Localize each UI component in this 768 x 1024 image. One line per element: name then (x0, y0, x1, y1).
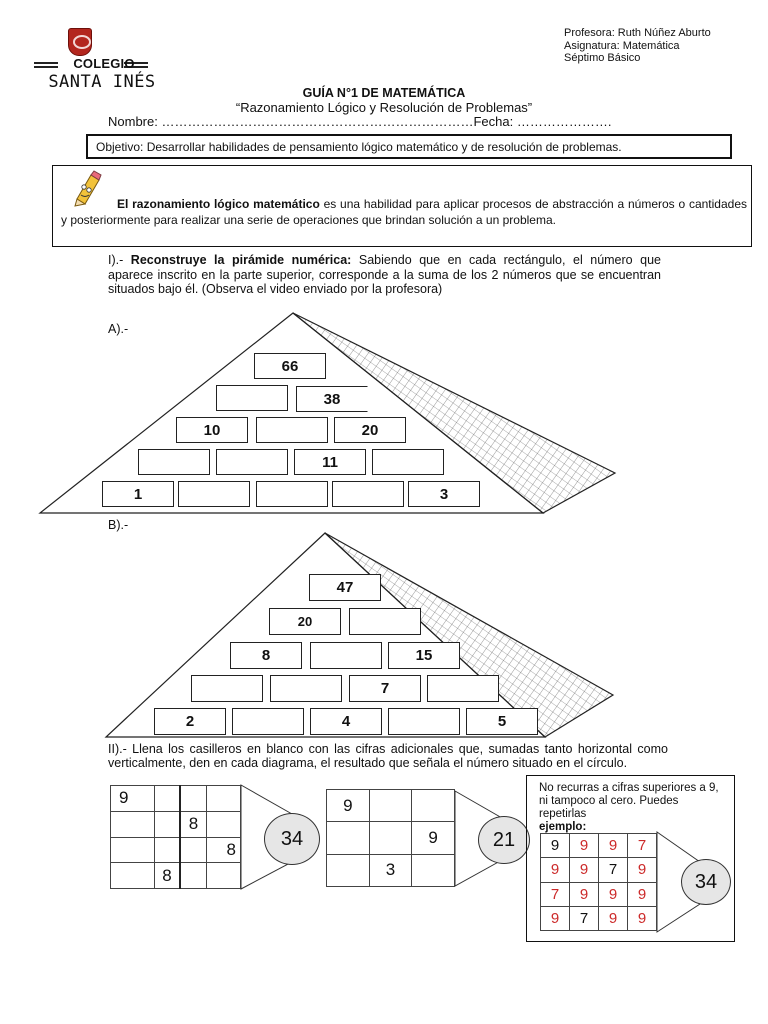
grid-cell[interactable] (412, 790, 455, 822)
example-note (539, 782, 725, 834)
number-grid-1 (110, 785, 241, 889)
example-cell: 9 (541, 906, 570, 930)
pyramid-b-box[interactable]: 5 (466, 708, 538, 735)
teacher-name: Profesora: Ruth Núñez Aburto (564, 27, 711, 39)
example-cell: 7 (541, 882, 570, 906)
grid-cell[interactable] (111, 811, 155, 837)
section1-text: Sabiendo que en cada rectángulo, el número que aparece inscrito en la parte superior, corresponde a la suma de los 2 números que se encuentran situados bajo él. (Observa el video enviado por la profesora) (108, 253, 661, 296)
example-cell: 9 (628, 906, 657, 930)
grid-cell[interactable]: 3 (369, 854, 412, 886)
example-cell: 9 (628, 858, 657, 882)
target-circle-2: 21 (478, 816, 530, 864)
grid-cell[interactable]: 9 (111, 786, 155, 812)
grid-cell[interactable] (206, 811, 240, 837)
intro-rest: es una habilidad para aplicar procesos de abstracción a números o cantidades y posteriormente para realizar una serie de operaciones que brindan solución a un problema. (61, 197, 747, 227)
subject-name: Asignatura: Matemática (564, 39, 680, 52)
grid-cell[interactable] (412, 854, 455, 886)
example-cell: 9 (541, 858, 570, 882)
grid-cell[interactable] (369, 790, 412, 822)
target-circle-example: 34 (681, 859, 731, 905)
pyramid-b-box[interactable]: 8 (230, 642, 302, 669)
pyramid-a-box[interactable]: 38 (296, 386, 368, 412)
grid-cell[interactable] (327, 854, 370, 886)
pyramid-a-box[interactable]: 66 (254, 353, 326, 379)
pyramid-a-box[interactable]: 3 (408, 481, 480, 507)
grid-cell[interactable] (206, 786, 240, 812)
pyramid-a-box[interactable]: 1 (102, 481, 174, 507)
section1-prefix: I).- (108, 253, 131, 267)
example-cell: 7 (570, 906, 599, 930)
grid-cell[interactable] (180, 863, 206, 889)
grid-cell[interactable]: 9 (412, 822, 455, 854)
page-title: GUÍA N°1 DE MATEMÁTICA (302, 86, 466, 100)
example-cell: 9 (570, 834, 599, 858)
example-cell: 9 (570, 882, 599, 906)
pyramid-b-box[interactable]: 2 (154, 708, 226, 735)
target-circle-1: 34 (264, 813, 320, 865)
page-subtitle: “Razonamiento Lógico y Resolución de Problemas” (235, 100, 533, 115)
grade-name: Séptimo Básico (564, 52, 641, 64)
pyramid-b-box[interactable]: 7 (349, 675, 421, 702)
example-cell: 9 (599, 906, 628, 930)
grid-cell[interactable]: 8 (206, 837, 240, 863)
example-cell: 9 (541, 834, 570, 858)
example-cell: 9 (628, 882, 657, 906)
example-note-text: No recurras a cifras superiores a 9, ni tampoco al cero. Puedes repetirlas (539, 782, 719, 820)
pyramid-a-box[interactable]: 10 (176, 417, 248, 443)
example-cell: 7 (599, 858, 628, 882)
pyramid-b-box[interactable]: 15 (388, 642, 460, 669)
grid-cell[interactable] (154, 837, 180, 863)
section2-instructions: II).- Llena los casilleros en blanco con las cifras adicionales que, sumadas tanto horizontal como verticalmente, den en cada diagrama, el resultado que señala el número situado en el círculo. (108, 742, 668, 770)
school-name-line2: SANTA INÉS (48, 72, 156, 92)
grid-cell[interactable] (154, 786, 180, 812)
grid-cell[interactable] (180, 786, 206, 812)
example-cell: 9 (570, 858, 599, 882)
example-cell: 9 (599, 882, 628, 906)
example-grid (540, 833, 657, 931)
grid-cell[interactable] (180, 837, 206, 863)
pyramid-b-box[interactable]: 47 (309, 574, 381, 601)
grid-cell[interactable]: 8 (180, 811, 206, 837)
objective-text: Objetivo: Desarrollar habilidades de pensamiento lógico matemático y de resolución de problemas. (96, 140, 622, 154)
pyramid-b-label: B).- (108, 518, 129, 532)
grid-cell[interactable]: 9 (327, 790, 370, 822)
pyramid-b-box[interactable]: 4 (310, 708, 382, 735)
intro-bold: El razonamiento lógico matemático (117, 197, 320, 211)
pyramid-b-box[interactable]: 20 (269, 608, 341, 635)
grid-cell[interactable] (327, 822, 370, 854)
school-name-line1: COLEGIO (73, 56, 135, 71)
grid-cell[interactable]: 8 (154, 863, 180, 889)
example-cell: 9 (599, 834, 628, 858)
name-date-line: Nombre: ………………………………………………………………Fecha: …………………. (108, 114, 612, 129)
grid-cell[interactable] (154, 811, 180, 837)
number-grid-2 (326, 789, 455, 887)
section1-bold: Reconstruye la pirámide numérica: (130, 253, 352, 267)
grid-cell[interactable] (206, 863, 240, 889)
example-label: ejemplo: (539, 821, 587, 833)
grid-cell[interactable] (369, 822, 412, 854)
pyramid-a-box[interactable]: 20 (334, 417, 406, 443)
pyramid-a-label: A).- (108, 322, 129, 336)
grid-cell[interactable] (111, 837, 155, 863)
example-cell: 7 (628, 834, 657, 858)
pyramid-a-box[interactable]: 11 (294, 449, 366, 475)
grid-cell[interactable] (111, 863, 155, 889)
